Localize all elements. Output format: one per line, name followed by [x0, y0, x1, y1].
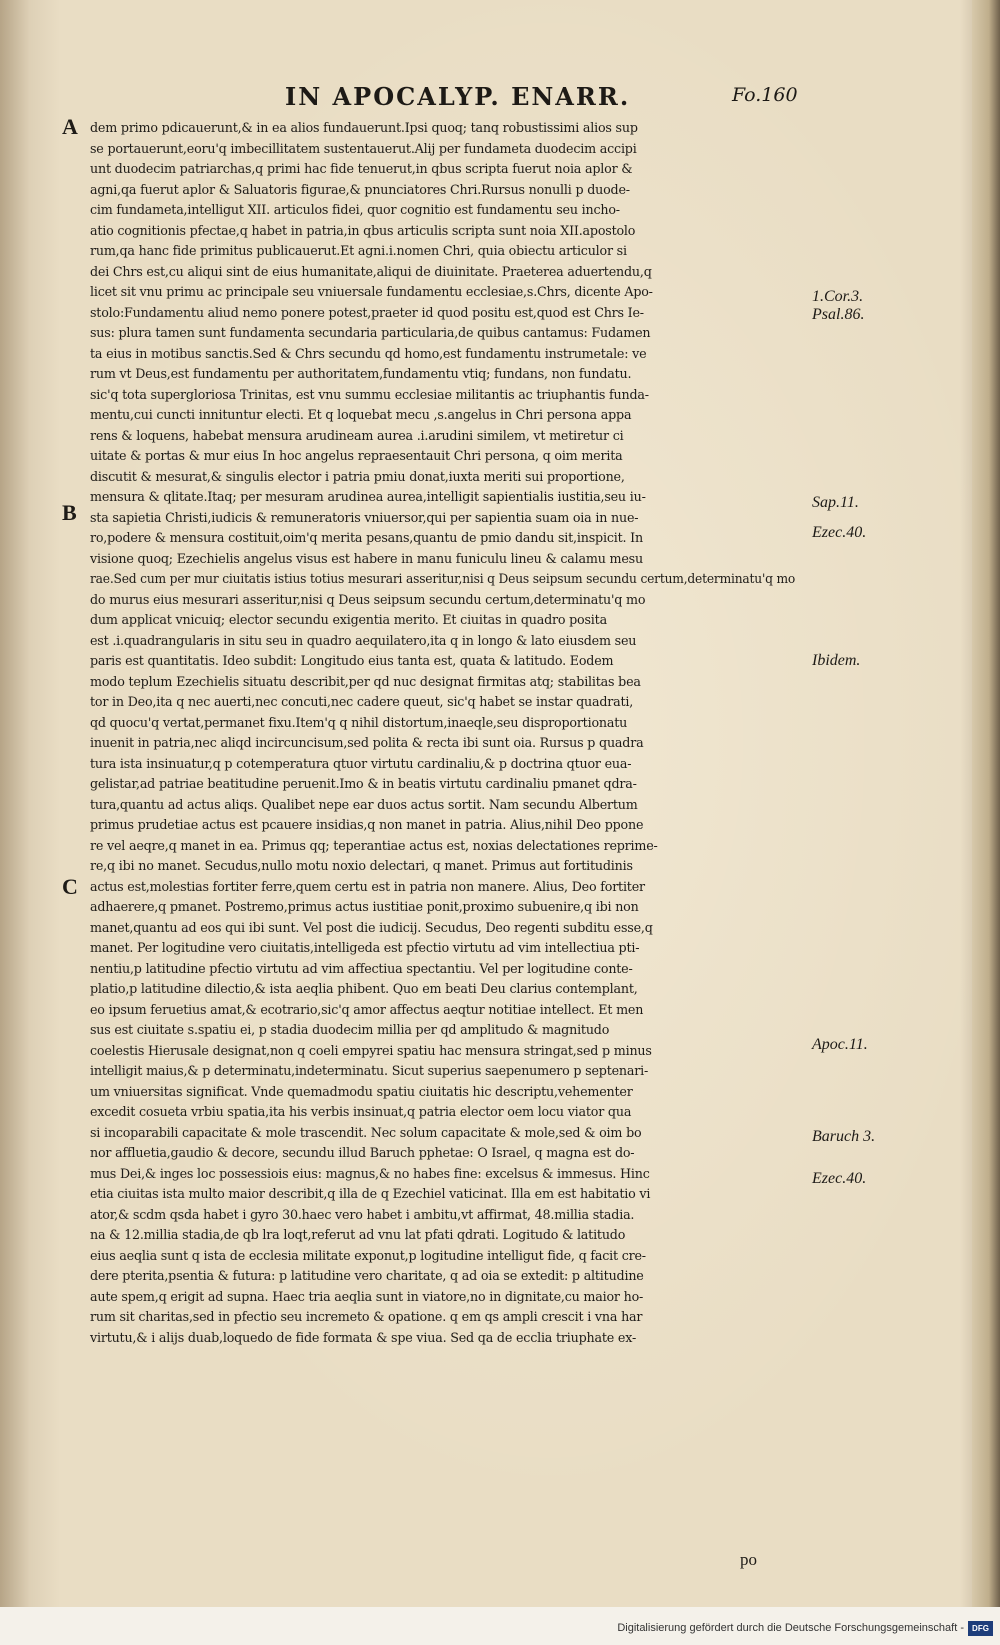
text-line: stolo:Fundamentu aliud nemo ponere potest,praeter id quod positu est,quod est Chrs Ie-: [90, 304, 644, 320]
text-line: actus est,molestias fortiter ferre,quem certu est in patria non manere. Alius, Deo fortiter: [90, 878, 645, 894]
text-line: rae.Sed cum per mur ciuitatis istius totius mesurari asseritur,nisi q Deus seipsum secundu certum,determinatu'q mo: [90, 571, 796, 586]
margin-note-sap: Sap.11.: [812, 494, 859, 511]
text-line: virtutu,& i alijs duab,loquedo de fide formata & spe viua. Sed qa de ecclia triuphate ex-: [90, 1329, 637, 1345]
margin-note-1cor: 1.Cor.3.: [812, 288, 864, 305]
text-line: adhaerere,q pmanet. Postremo,primus actus iustitiae ponit,proximo subuenire,q ibi non: [90, 899, 639, 914]
margin-note-baruch: Baruch 3.: [812, 1128, 876, 1145]
section-letter-a: A: [62, 114, 78, 139]
body-text: [90, 118, 795, 1348]
text-line: discutit & mesurat,& singulis elector i patria pmiu donat,iuxta meriti sui proportione,: [90, 468, 625, 484]
text-line: ta eius in motibus sanctis.Sed & Chrs secundu qd homo,est fundamentu instrumetale: ve: [90, 345, 647, 361]
text-line: mentu,cui cuncti innituntur electi. Et q loquebat mecu ,s.angelus in Chri persona appa: [90, 407, 632, 422]
text-line: etia ciuitas ista multo maior describit,q illa de q Ezechiel vaticinat. Illa em est habitatio vi: [90, 1186, 651, 1201]
margin-note-psal: Psal.86.: [812, 306, 865, 323]
margin-note-ezec-2: Ezec.40.: [812, 1170, 867, 1187]
text-line: re,q ibi no manet. Secudus,nullo motu noxio delectari, q manet. Primus aut fortitudinis: [90, 858, 633, 873]
text-line: eo ipsum feruetius amat,& ecotrario,sic'q amor affectus aeqtur notitiae intellect. Et men: [90, 1001, 644, 1017]
text-line: aute spem,q erigit ad supna. Haec tria aeqlia sunt in viatore,no in dignitate,cu maior ho-: [90, 1288, 644, 1304]
margin-note-apoc: Apoc.11.: [812, 1036, 868, 1053]
digitization-note: Digitalisierung gefördert durch die Deutsche Forschungsgemeinschaft -: [617, 1622, 964, 1634]
text-line: dem primo pdicauerunt,& in ea alios fundauerunt.Ipsi quoq; tanq robustissimi alios sup: [90, 120, 638, 135]
text-line: rum sit charitas,sed in pfectio seu incremeto & opatione. q em qs ampli crescit i vna har: [90, 1309, 643, 1324]
text-line: atio cognitionis pfectae,q habet in patria,in qbus articulis scripta sunt noia XII.apostolo: [90, 222, 636, 238]
footer-bar: [0, 1607, 1000, 1645]
text-line: inuenit in patria,nec aliqd incircuncisum,sed polita & recta ibi sunt oia. Rursus p quadra: [90, 735, 644, 750]
text-line: modo teplum Ezechielis situatu describit,per qd nuc designat firmitas atq; stabilitas bea: [90, 673, 641, 689]
text-line: unt duodecim patriarchas,q primi hac fide tenuerut,in qbus scripta fuerut noia aplor &: [90, 161, 633, 176]
text-line: coelestis Hierusale designat,non q coeli empyrei spatiu hac mensura stringat,sed p minus: [90, 1042, 652, 1058]
dfg-logo: DFG: [968, 1621, 993, 1636]
text-line: sus est ciuitate s.spatiu ei, p stadia duodecim millia per qd amplitudo & magnitudo: [90, 1022, 610, 1037]
text-line: primus prudetiae actus est pcauere insidias,q non manet in patria. Alius,nihil Deo ppone: [90, 817, 644, 832]
text-line: si incoparabili capacitate & mole trascendit. Nec solum capacitate & mole,sed & oim bo: [90, 1124, 642, 1140]
text-line: dei Chrs est,cu aliqui sint de eius humanitate,aliqui de diuinitate. Praeterea aduertendu,q: [90, 263, 652, 279]
text-line: mus Dei,& inges loc possessiois eius: magnus,& no habes fine: excelsus & immesus. Hinc: [90, 1165, 650, 1181]
text-line: rens & loquens, habebat mensura arudineam aurea .i.arudini similem, vt metiretur ci: [90, 427, 624, 443]
text-line: eius aeqlia sunt q ista de ecclesia militate exponut,p logitudine intelligut fide, q facit cre-: [90, 1247, 646, 1263]
text-line: platio,p latitudine dilectio,& ista aeqlia phibent. Quo em beati Deu clarius contemplant,: [90, 981, 638, 996]
page-header: [270, 80, 870, 114]
text-line: dere pterita,psentia & futura: p latitudine vero charitate, q ad oia se extedit: p altitudine: [90, 1268, 644, 1283]
text-line: ator,& scdm qsda habet i gyro 30.haec vero habet i ambitu,vt affirmat, 48.millia stadia.: [90, 1206, 635, 1222]
text-line: manet. Per logitudine vero ciuitatis,intelligeda est pfectio virtutu ad vim intellectiua pti-: [90, 940, 640, 955]
text-line: rum,qa hanc fide primitus publicauerut.Et agni.i.nomen Chri, quia obiectu articulor si: [90, 243, 627, 258]
page-edge: [972, 0, 1000, 1645]
text-line: do murus eius mesurari asseritur,nisi q Deus seipsum secundu certum,determinatu'q mo: [90, 591, 646, 607]
text-line: mensura & qlitate.Itaq; per mesuram arudinea aurea,intelligit sapientialis iustitia,seu iu-: [90, 489, 646, 504]
text-line: qd quocu'q vertat,permanet fixu.Item'q q nihil distortum,inaeqle,seu disproportionatu: [90, 714, 628, 730]
text-line: licet sit vnu primu ac principale seu vniuersale fundamentu ecclesiae,s.Chrs, dicente Apo-: [90, 284, 653, 299]
margin-note-ezec: Ezec.40.: [812, 524, 867, 541]
text-line: rum vt Deus,est fundamentu per authoritatem,fundamentu vtiq; fundans, non fundatu.: [90, 366, 632, 381]
section-letter-b: B: [62, 500, 77, 525]
text-line: est .i.quadrangularis in situ seu in quadro aequilatero,ita q in longo & lato eiusdem seu: [90, 632, 637, 648]
text-line: uitate & portas & mur eius In hoc angelus repraesentauit Chri persona, q oim merita: [90, 448, 623, 463]
text-line: re vel aeqre,q manet in ea. Primus qq; teperantiae actus est, noxias delectationes reprime-: [90, 837, 658, 853]
running-head: IN APOCALYP. ENARR.: [285, 82, 631, 111]
section-letter-c: C: [62, 874, 78, 899]
text-line: se portauerunt,eoru'q imbecillitatem sustentauerut.Alij per fundameta duodecim accipi: [90, 140, 637, 156]
text-line: gelistar,ad patriae beatitudine peruenit.Imo & in beatis virtutu cardinaliu pmanet qdra-: [90, 776, 637, 791]
text-line: tor in Deo,ita q nec auerti,nec concuti,nec cadere queut, sic'q habet se instar quadrati,: [90, 694, 634, 709]
text-line: ro,podere & mensura costituit,oim'q merita pesans,quantu de pmio dandu sit,inspicit. In: [90, 530, 643, 545]
text-line: tura,quantu ad actus aliqs. Qualibet nepe ear duos actus sortit. Nam secundu Albertum: [90, 796, 638, 812]
text-line: tura ista insinuatur,q p cotemperatura qtuor virtutu cardinaliu,& p doctrina qtuor eua-: [90, 755, 632, 771]
text-line: sta sapietia Christi,iudicis & remuneratoris vniuersor,qui per sapientia suam oia in nue-: [90, 509, 639, 525]
text-line: manet,quantu ad eos qui ibi sunt. Vel post die iudicij. Secudus, Deo regenti subditu esse,q: [90, 919, 653, 935]
margin-note-ibidem: Ibidem.: [812, 652, 861, 669]
text-line: um vniuersitas significat. Vnde quemadmodu spatiu ciuitatis hic descriptu,vehementer: [90, 1083, 633, 1099]
text-line: sic'q tota supergloriosa Trinitas, est vnu summu ecclesiae militantis ac triuphantis funda-: [90, 386, 649, 402]
text-line: dum applicat vnicuiq; elector secundu exigentia merito. Et ciuitas in quadro posita: [90, 612, 607, 627]
text-line: nor affluetia,gaudio & decore, secundu illud Baruch pphetae: O Israel, q magna est do-: [90, 1145, 635, 1160]
text-line: excedit cosueta vrbiu spatia,ita his verbis insinuat,q patria elector oem locu viator qua: [90, 1104, 632, 1119]
text-line: sus: plura tamen sunt fundamenta secundaria particularia,de quibus cantamus: Fudamen: [90, 325, 651, 340]
text-line: na & 12.millia stadia,de qb lra loqt,referut ad vnu lat pfati qdrati. Logitudo & latitudo: [90, 1227, 626, 1242]
text-line: visione quoq; Ezechielis angelus visus est habere in manu funiculu lineu & calamu mesu: [90, 550, 643, 566]
text-line: paris est quantitatis. Ideo subdit: Longitudo eius tanta est, quata & latitudo. Eodem: [90, 653, 614, 668]
text-line: nentiu,p latitudine pfectio virtutu ad vim affectiua spectantiu. Vel per logitudine conte-: [90, 960, 633, 976]
text-line: cim fundameta,intelligut XII. articulos fidei, quor cognitio est fundamentu seu incho-: [90, 202, 620, 217]
text-line: agni,qa fuerut aplor & Saluatoris figurae,& pnunciatores Chri.Rursus nonulli p duode-: [90, 181, 630, 197]
folio-number: Fo.160: [732, 84, 798, 106]
text-line: intelligit maius,& p determinatu,indeterminatu. Sicut superius saepenumero p septenari-: [90, 1063, 649, 1078]
catchword: po: [740, 1550, 757, 1569]
